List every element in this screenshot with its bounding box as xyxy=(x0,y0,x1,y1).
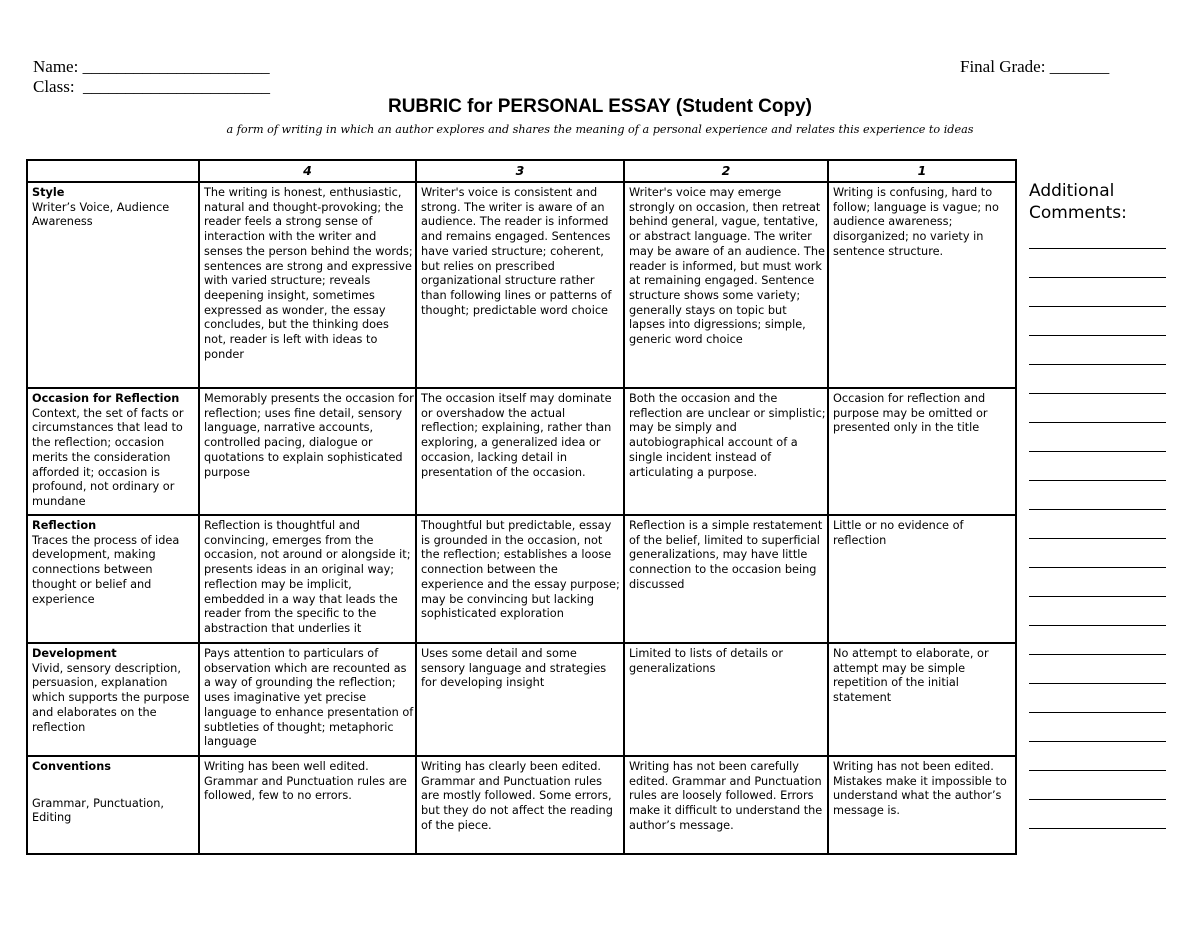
comment-line[interactable] xyxy=(1029,335,1166,336)
criteria-cell xyxy=(27,388,199,515)
criteria-cell xyxy=(27,515,199,643)
comment-line[interactable] xyxy=(1029,799,1166,800)
final-grade-field-line: Final Grade: _______ xyxy=(960,57,1110,76)
comment-line[interactable] xyxy=(1029,538,1166,539)
comment-line[interactable] xyxy=(1029,625,1166,626)
page-subtitle: a form of writing in which an author explores and shares the meaning of a personal experience and relates this experience to ideas xyxy=(226,123,974,136)
score-cell: The writing is honest, enthusiastic, natural and thought-provoking; the reader feels a strong sense of interaction with the writer and senses the person behind the words; sentences are strong and expressive with varied structure; reveals deepening insight, sometimes expressed as wonder, the essay concludes, but the thinking does not, reader is left with ideas to ponder xyxy=(199,182,416,388)
rubric-table xyxy=(26,159,1017,855)
additional-comments-panel xyxy=(1029,180,1179,224)
criteria-cell xyxy=(27,643,199,756)
comment-line[interactable] xyxy=(1029,741,1166,742)
rubric-row-occasion xyxy=(27,388,1016,515)
comment-line[interactable] xyxy=(1029,248,1166,249)
score-cell: Reflection is a simple restatement of the belief, limited to superficial generalizations, may have little connection to the occasion being discussed xyxy=(624,515,828,643)
comment-line[interactable] xyxy=(1029,828,1166,829)
comment-line[interactable] xyxy=(1029,422,1166,423)
criteria-description: Vivid, sensory description, persuasion, explanation which supports the purpose and elaborates on the reflection xyxy=(32,661,190,734)
rubric-row-reflection xyxy=(27,515,1016,643)
comment-line[interactable] xyxy=(1029,480,1166,481)
criteria-name: Occasion for Reflection xyxy=(32,392,180,405)
score-cell: Writer's voice may emerge strongly on occasion, then retreat behind general, vague, tentative, or abstract language. The writer may be aware of an audience. The reader is informed, but must work at remaining engaged. Sentence structure shows some variety; generally stays on topic but lapses into digressions; simple, generic word choice xyxy=(624,182,828,388)
rubric-row-style xyxy=(27,182,1016,388)
score-cell: Pays attention to particulars of observation which are recounted as a way of grounding the reflection; uses imaginative yet precise language to enhance presentation of subtleties of thought; metaphoric language xyxy=(199,643,416,756)
score-cell: Writer's voice is consistent and strong. The writer is aware of an audience. The reader is informed and remains engaged. Sentences have varied structure; coherent, but relies on prescribed organizational structure rather than following lines or patterns of thought; predictable word choice xyxy=(416,182,624,388)
additional-comments-title: Additional Comments: xyxy=(1029,181,1127,223)
score-cell: Writing has not been carefully edited. Grammar and Punctuation rules are loosely followed. Errors make it difficult to understand the author’s message. xyxy=(624,756,828,854)
comment-line[interactable] xyxy=(1029,393,1166,394)
comment-line[interactable] xyxy=(1029,654,1166,655)
score-cell: Limited to lists of details or generalizations xyxy=(624,643,828,756)
comment-line[interactable] xyxy=(1029,567,1166,568)
criteria-name: Conventions xyxy=(32,760,111,773)
score-cell: Reflection is thoughtful and convincing, emerges from the occasion, not around or alongside it; presents ideas in an original way; reflection may be implicit, embedded in a way that leads the reader from the specific to the abstraction that underlies it xyxy=(199,515,416,643)
criteria-description: Grammar, Punctuation, Editing xyxy=(32,796,164,825)
score-cell: Writing has been well edited. Grammar and Punctuation rules are followed, few to no errors. xyxy=(199,756,416,854)
score-header-1: 1 xyxy=(828,160,1016,182)
criteria-name: Reflection xyxy=(32,519,97,532)
score-header-2: 2 xyxy=(624,160,828,182)
score-cell: Little or no evidence of reflection xyxy=(828,515,1016,643)
rubric-row-development xyxy=(27,643,1016,756)
score-cell: Writing has clearly been edited. Grammar and Punctuation rules are mostly followed. Some errors, but they do not affect the reading of the piece. xyxy=(416,756,624,854)
score-cell: Uses some detail and some sensory language and strategies for developing insight xyxy=(416,643,624,756)
comment-line[interactable] xyxy=(1029,364,1166,365)
name-field-line: Name: ______________________ xyxy=(33,57,270,76)
page-title: RUBRIC for PERSONAL ESSAY (Student Copy) xyxy=(387,96,813,117)
criteria-description: Writer’s Voice, Audience Awareness xyxy=(32,200,170,229)
criteria-cell xyxy=(27,756,199,854)
criteria-description: Context, the set of facts or circumstances that lead to the reflection; occasion merits the consideration afforded it; occasion is profound, not ordinary or mundane xyxy=(32,406,184,508)
criteria-name: Style xyxy=(32,186,65,199)
comment-line[interactable] xyxy=(1029,712,1166,713)
comment-line[interactable] xyxy=(1029,770,1166,771)
criteria-description: Traces the process of idea development, making connections between thought or belief and experience xyxy=(32,533,180,606)
spacer xyxy=(32,775,197,797)
comment-line[interactable] xyxy=(1029,306,1166,307)
score-header-3: 3 xyxy=(416,160,624,182)
score-cell: Writing is confusing, hard to follow; language is vague; no audience awareness; disorganized; no variety in sentence structure. xyxy=(828,182,1016,388)
comment-line[interactable] xyxy=(1029,683,1166,684)
score-cell: Writing has not been edited. Mistakes make it impossible to understand what the author’s message is. xyxy=(828,756,1016,854)
comment-line[interactable] xyxy=(1029,277,1166,278)
score-cell: Both the occasion and the reflection are unclear or simplistic; may be simply and autobiographical account of a single incident instead of articulating a purpose. xyxy=(624,388,828,515)
score-cell: The occasion itself may dominate or overshadow the actual reflection; explaining, rather than exploring, a generalized idea or occasion, lacking detail in presentation of the occasion. xyxy=(416,388,624,515)
score-cell: No attempt to elaborate, or attempt may be simple repetition of the initial statement xyxy=(828,643,1016,756)
score-cell: Occasion for reflection and purpose may be omitted or presented only in the title xyxy=(828,388,1016,515)
comment-line[interactable] xyxy=(1029,596,1166,597)
criteria-cell xyxy=(27,182,199,388)
criteria-header-cell xyxy=(27,160,199,182)
rubric-row-conventions xyxy=(27,756,1016,854)
class-field-line: Class: ______________________ xyxy=(33,77,271,96)
score-header-4: 4 xyxy=(199,160,416,182)
comment-line[interactable] xyxy=(1029,509,1166,510)
criteria-name: Development xyxy=(32,647,117,660)
score-cell: Thoughtful but predictable, essay is grounded in the occasion, not the reflection; establishes a loose connection between the experience and the essay purpose; may be convincing but lacking sophisticated exploration xyxy=(416,515,624,643)
rubric-header-row xyxy=(27,160,1016,182)
comment-line[interactable] xyxy=(1029,451,1166,452)
score-cell: Memorably presents the occasion for reflection; uses fine detail, sensory language, narrative accounts, controlled pacing, dialogue or quotations to explain sophisticated purpose xyxy=(199,388,416,515)
